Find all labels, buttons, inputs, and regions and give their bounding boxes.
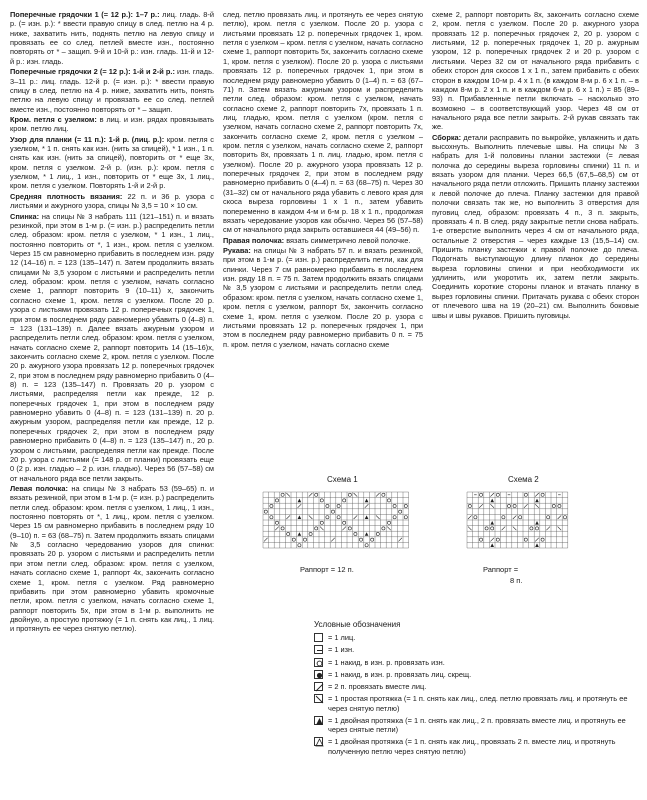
yarn-over-symbol [281,493,284,496]
yarn-over-symbol [376,532,379,535]
k2tog-symbol [513,515,517,519]
k2tog-symbol [479,504,483,508]
double-decrease-symbol [298,499,302,503]
legend-item [314,682,639,691]
paragraph-text: на спицы № 3 набрать 53 (59–65) п. и вязать резинкой, при этом в 1-м р. (= изн. р.) распределить петли след. образом: кром. петля с узелком, 1 лиц., 1 изн., постоянно повторять от *, 1 лиц., кром. петля с узелком. Через 15 см равномерно прибавить в последнем ряду 10 (9–10) п. = 63 (68–75) п. Затем продолжить вязать спицами № 3,5 согласно чередованию узоров для спинки: провязать 20 р. узором с листьями и распределить петли при этом петли след. образом: кром. петля с узелком, начать согласно схеме 1, раппорт 4х, закончить согласно схеме 1, кром. петля с узелком. Ряд равномерно прибавить при этом равномерно убавить кромочные петли, кром. петля с узелком, начать согласно схеме 1, раппорт повторить 5х, при этом в 1-м р. выполнить не двойную, а простую протяжку (= 1 п. снять как лиц., 1 лиц. и протянуть ее через снятую петлю). [10,483,214,634]
text-column-1 [10,10,214,635]
schema-2-rapport: Раппорт = [483,565,519,574]
yarn-over-symbol [287,532,290,535]
schema-2-rapport-count: 8 п. [510,576,523,585]
paragraph [10,135,214,191]
k2tog-symbol [535,538,539,542]
ssk-symbol [286,493,290,497]
schema-2-title: Схема 2 [508,475,539,484]
ssk-symbol [376,515,380,519]
arrow-icon [314,737,323,746]
ssk-symbol [387,527,391,531]
yarn-over-symbol [541,538,544,541]
circle-icon [314,658,323,667]
yarn-over-symbol [387,521,390,524]
legend-item [314,633,639,642]
double-decrease-symbol [535,499,539,503]
legend-text: = 1 лиц. [328,633,356,642]
legend-text: = 1 накид, в изн. р. провязать изн. [328,657,445,667]
yarn-over-symbol [541,493,544,496]
yarn-over-symbol [393,504,396,507]
paragraph-text: след. петлю провязать лиц. и протянуть ее через снятую петлю), кром. петля с узелком. После 20 р. узора с листьями провязать 12 р. поперечных грядочек 1, кром. петля с узелком – кром. петля с узелком, начать согласно схеме 1, раппорт повторить 5х, закончить согласно схеме 1, кром. петля с узелком). После 20 р. узора с листьями провязать 12 р. поперечных грядочек 1, при этом в последнем ряду равномерно убавить 0 (1–4) п. = 63 (67–71) п. Затем вязать ажурным узором и распределить петли след. образом: кром. петля с узелком, начать согласно схеме 2, раппорт повторить 7х, провязать 1 п. лиц. гладью, кром. петля с узелком (кром. петля с узелком, начать согласно схеме 2, раппорт повторить 7х, закончить согласно схеме 2, кром. петля с узелком – кром. петля с узелком, начать согласно схеме 2, раппорт повторить 8х, провязать 1 п. лиц. гладью, кром. петля с узелком). После 20 р. ажурного узора провязать 12 р. поперечных грядочек 2, при этом в последнем ряду равномерно прибавить 0 (4–4) п. = 63 (68–75) п. Через 30 (31–32) см от начального ряда убавить с левого края для скоса выреза горловины 1 х 1 п., затем убавить попеременно в каждом 4-м и 6-м р. 18 х 1 п., продолжая вязать чередование узоров как обычно. Через 56 (57–58) см от начального ряда закрыть оставшиеся 44 (49–56) п. [223,10,423,235]
schema-1-chart [258,490,420,550]
ssk-symbol [320,527,324,531]
paragraph [223,10,423,235]
paragraph-text: вязать симметрично левой полочке. [284,235,411,245]
yarn-over-symbol [343,499,346,502]
yarn-over-symbol [558,504,561,507]
legend-item [314,670,639,679]
legend-text: = 2 п. провязать вместе лиц. [328,682,427,691]
yarn-over-symbol [281,527,284,530]
yarn-over-symbol [491,527,494,530]
yarn-over-symbol [547,516,550,519]
k2tog-symbol [398,538,402,542]
yarn-over-symbol [387,499,390,502]
k2tog-symbol [309,493,313,497]
k2tog-symbol [490,493,494,497]
yarn-over-symbol [530,527,533,530]
yarn-over-symbol [524,538,527,541]
k2tog-symbol [376,493,380,497]
yarn-over-symbol [479,538,482,541]
yarn-over-symbol [365,544,368,547]
ssk-symbol [468,527,472,531]
paragraph [10,484,214,634]
paragraph-heading: Спинка: [10,211,40,221]
yarn-over-symbol [399,510,402,513]
paragraph [10,115,214,134]
yarn-over-symbol [348,527,351,530]
double-decrease-symbol [365,499,369,503]
paragraph-text: изн. гладь. 3–11 р.: лиц. гладь. 12-й р. (= изн. р.): * ввести правую спицу в след. петлю на 4 р. ниже, захватить нить, понять петлю на левую спицу и провязать ее со след. петлей вместе изн., постоянно повторять от * – защип. [10,67,214,114]
schema-1-rapport: Раппорт = 12 п. [300,565,354,574]
paragraph-heading: Поперечные грядочки 1 (= 12 р.): 1–7 р.: [10,10,160,19]
schema-2-chart [464,490,574,550]
k2tog-symbol [298,504,302,508]
double-decrease-symbol [298,532,302,536]
paragraph-heading: Узор для планки (= 11 п.): 1-й р. (лиц. р.): [10,134,165,144]
ssk-symbol [490,504,494,508]
paragraph-heading: Левая полочка: [10,483,68,493]
yarn-over-symbol [343,521,346,524]
text-column-3 [432,10,639,321]
yarn-over-symbol [354,532,357,535]
yarn-over-symbol [331,510,334,513]
paragraph-heading: Средняя плотность вязания: [10,191,123,201]
yarn-over-symbol [382,527,385,530]
legend-text: = 1 двойная протяжка (= 1 п. снять как лиц., провязать 2 п. вместе лиц. и протянуть полученную петлю через снятую петлю) [328,737,616,756]
yarn-over-symbol [264,510,267,513]
yarn-over-symbol [535,527,538,530]
paragraph [223,246,423,349]
paragraph-text: детали расправить по выкройке, увлажнить и дать высохнуть. Выполнить плечевые швы. На спицы № 3 набрать для 1-й половины планки застежки (= левая полочка до середины выреза горловины спинки) 11 п. и вязать узором для планки. Через 66,5 (67,5–68,5) см от начального ряда петли отложить. Пришить планку застежки к левой полочке до плеча. Планку застежки для правой полочки связать так же, но выполнить 3 отверстия для пуговиц след. образом: провязать 4 п., 3 п. закрыть, провязать 4 п. В след. ряду закрытые петли снова набрать. 1-е отверстие выполнить через 4 см от начального ряда, остальные 2 отверстия – через каждые 13 (15,5–14) см. Пришить планку застежки к правой полочке до плеча. Подогнать выступающую длину планок до середины выреза горловины спинки и при необходимости их удлинить, или укоротить их, затем петли закрыть. Соединить короткие стороны планок и втачать планку в вырез горловины спинки. Притачать рукава с обеих сторон от плечевого шва на 19 (20–21) см. Выполнить боковые швы и швы рукавов. Пришить пуговицы. [432,132,639,320]
yarn-over-symbol [468,504,471,507]
paragraph-text: кром. петля с узелком, * 1 п. снять как изн. (нить за спицей), * 1 изн., 1 п. снять как изн. (нить за спицей), повторить от * еще 3х, кром. петля с узелком. 2-й р. (изн. р.): кром. петля с узелком, * 1 лиц., 1 изн., повторить от * еще 3х, 1 лиц., кром. петля с узелком. Повторять 1-й и 2-й р. [10,134,214,191]
paragraph [10,67,214,114]
paragraph [10,10,214,66]
legend-item [314,694,639,713]
text-column-2 [223,10,423,350]
yarn-over-symbol [315,527,318,530]
double-decrease-symbol [298,515,302,519]
yarn-over-symbol [292,538,295,541]
legend-item [314,716,639,735]
legend-title: Условные обозначения [314,620,401,629]
double-decrease-symbol [535,521,539,525]
legend [314,620,639,759]
yarn-over-symbol [320,499,323,502]
yarn-over-symbol [502,516,505,519]
yarn-over-symbol [270,516,273,519]
yarn-over-symbol [270,504,273,507]
legend-item [314,658,639,667]
paragraph-text: 22 п. и 36 р. узора с листьями и ажурного узора, спицы № 3,5 = 10 × 10 см. [10,191,214,211]
yarn-over-symbol [552,504,555,507]
k2tog-symbol [264,538,268,542]
yarn-over-symbol [524,493,527,496]
ssk-symbol [309,515,313,519]
yarn-over-symbol [348,493,351,496]
k2tog-symbol [490,538,494,542]
k2tog-symbol [354,515,358,519]
yarn-over-symbol [275,499,278,502]
schema-1-title: Схема 1 [327,475,358,484]
k2tog-symbol [275,527,279,531]
yarn-over-symbol [371,538,374,541]
paragraph [10,192,214,211]
yarn-over-symbol [507,504,510,507]
ssk-symbol [558,527,562,531]
legend-item [314,737,639,756]
k2tog-icon [314,682,323,691]
yarn-over-symbol [326,504,329,507]
paragraph-heading: Правая полочка: [223,235,285,245]
k2tog-symbol [286,515,290,519]
ssk-symbol [354,493,358,497]
dash-icon [314,645,323,654]
paragraph [432,133,639,320]
k2tog-symbol [524,504,528,508]
k2tog-symbol [502,527,506,531]
paragraph-heading: Сборка: [432,132,462,142]
paragraph-heading: Поперечные грядочки 2 (= 12 р.): 1-й и 2-й р.: [10,67,175,77]
paragraph [432,10,639,132]
paragraph-text: лиц. гладь. 8-й р. (= изн. р.): * ввести правую спицу в след. петлю на 4 р. ниже, захватить нить, поднять петлю на левую спицу и провязать ее со след. петлей вместе изн., постоянно повторять от * – защип. 9-й и 10-й р.: изн. гладь. 11-й и 12-й р.: изн. гладь. [10,10,214,66]
yarn-over-symbol [337,516,340,519]
yarn-over-symbol [320,521,323,524]
yarn-over-symbol [485,527,488,530]
yarn-over-symbol [404,516,407,519]
yarn-over-symbol [275,521,278,524]
double-decrease-symbol [365,532,369,536]
k2tog-symbol [558,515,562,519]
yarn-over-symbol [496,493,499,496]
legend-item [314,645,639,654]
legend-text: = 1 накид, в изн. р. провязать лиц. скрещ. [328,669,472,679]
k2tog-symbol [468,515,472,519]
yarn-over-symbol [563,516,566,519]
yarn-over-symbol [298,544,301,547]
yarn-over-symbol [404,504,407,507]
ssk-symbol [535,504,539,508]
double-decrease-symbol [490,499,494,503]
ssk-icon [314,694,323,703]
k2tog-symbol [535,493,539,497]
yarn-over-symbol [393,516,396,519]
yarn-over-symbol [337,504,340,507]
legend-text: = 1 двойная протяжка (= 1 п. снять как лиц., 2 п. провязать вместе лиц. и протянуть ее через снятые петли) [328,715,626,734]
double-decrease-symbol [490,521,494,525]
double-decrease-symbol [365,515,369,519]
yarn-over-symbol [474,516,477,519]
yarn-over-symbol [309,532,312,535]
yarn-over-symbol [382,493,385,496]
dot-icon [314,670,323,679]
yarn-over-symbol [513,504,516,507]
k2tog-symbol [331,538,335,542]
yarn-over-symbol [359,538,362,541]
yarn-over-symbol [303,538,306,541]
paragraph-text: схеме 2, раппорт повторить 8х, закончить согласно схеме 2, кром. петля с узелком. После 20 р. ажурного узора провязать 12 р. поперечных грядочек 2, 20 р. узором с листьями, 12 р. поперечных грядочек 1, 20 р. ажурным узором, 12 р. поперечных грядочек 2 и 20 р. узором с листьями. Через 32 см от начального ряда прибавить с обеих сторон для скосов 1 х 1 п., затем прибавить с обеих сторон в каждом 10-м р. 4 х 1 п. (в каждом 8-м р. 6 х 1 п. – в каждом 8-м р. 2 х 1 п. и в каждом 6-м р. 6 х 1 п.) = 85 (89–93) п. Прибавленные петли включать – насколько это возможно – в соответствующий узор. Через 48 см от начального ряда все петли закрыть. 2-й рукав связать так же. [432,10,639,132]
paragraph-text: на спицы № 3 набрать 57 п. и вязать резинкой, при этом в 1-м р. (= изн. р.) распределить петли, как для спинки. Через 7 см равномерно прибавить в последнем изн. ряду 18 п. = 75 п. Затем продолжить вязать спицами № 3,5 узором с листьями и распределить петли след. образом: кром. петля с узелком, начать согласно схеме 1, кром. петля с узелком, раппорт 5х, закончить согласно схеме 1, кром. петля с узелком. После 20 р. узора с листьями провязать 12 р. поперечных грядочек 1, при этом в последнем ряду равномерно прибавить 0 п. = 75 п. кром. петля с узелком, начать согласно схеме [223,245,423,349]
yarn-over-symbol [519,516,522,519]
double-decrease-symbol [535,543,539,547]
paragraph-text: на спицы № 3 набрать 111 (121–151) п. и вязать резинкой, при этом в 1-м р. (= изн. р.) распределить петли след. образом: кром. петля с узелком, * 1 изн., 1 лиц., постоянно повторить от *, 1 изн., кром. петля с узелком. Через 15 см равномерно прибавить в последнем изн. ряду 12 (14–16) п. = 123 (135–147) п. Затем продолжить вязать спицами № 3,5 узором с листьями и распределить петли след. образом: кром. петля с узелком, начать согласно схеме 1, раппорт повторить 9 (10–11) х, закончить согласно схеме 1, кром. петля с узелком. После 20 р. узора с листьями провязать 12 р. поперечных грядочек 1, при этом в последнем ряду равномерно убавить 0 (4–8) п. = 123 (131–139) п. Далее вязать ажурным узором и распределить петли след. образом: кром. петля с узелком, начать согласно схеме 2, раппорт повторить 14 (15–16)х, закончить согласно схеме 2, кром. петля с узелком. После 20 р. ажурного узора провязать 12 р. поперечных грядочек 2, при этом в последнем ряду равномерно прибавить 0 (4–8) п. = 123 (135–147) п. Провязать 20 р. узором с листьями, распределяя петли как прежде, 12 р. поперечных грядочек 1, при этом в последнем ряду равномерно убавить 0 (4–8) п. = 123 (131–139) п. 20 р. ажурным узором, распределяя петли как прежде, 12 р. поперечных грядочек 2, при этом в последнем ряду равномерно прибавить 0 (4–8) п. = 123 (135–147) п., 20 р. узором с листьями, распределяя петли как прежде. После 20 р. узора с листьями (= 148 р. от планки) провязать еще 0 (2 р. изн. гладью – 2 р. изн. гладью). Через 56 (57–58) см от начального ряда все петли закрыть. [10,211,214,483]
paragraph [223,236,423,245]
yarn-over-symbol [479,493,482,496]
double-decrease-symbol [490,543,494,547]
paragraph [10,212,214,483]
ssk-symbol [513,527,517,531]
legend-text: = 1 простая протяжка (= 1 п. снять как лиц., след. петлю провязать лиц. и протянуть ее через снятую петлю) [328,694,628,713]
yarn-over-symbol [496,538,499,541]
blank-icon [314,633,323,642]
yarn-over-symbol [326,516,329,519]
paragraph-heading: Кром. петля с узелком: [10,114,97,124]
legend-text: = 1 изн. [328,645,355,655]
paragraph-heading: Рукава: [223,245,251,255]
yarn-over-symbol [315,493,318,496]
tri-icon [314,716,323,725]
paragraph-text: в лиц. и изн. рядах провязывать кром. петлю лиц. [10,114,214,134]
k2tog-symbol [546,527,550,531]
k2tog-symbol [342,527,346,531]
k2tog-symbol [365,504,369,508]
